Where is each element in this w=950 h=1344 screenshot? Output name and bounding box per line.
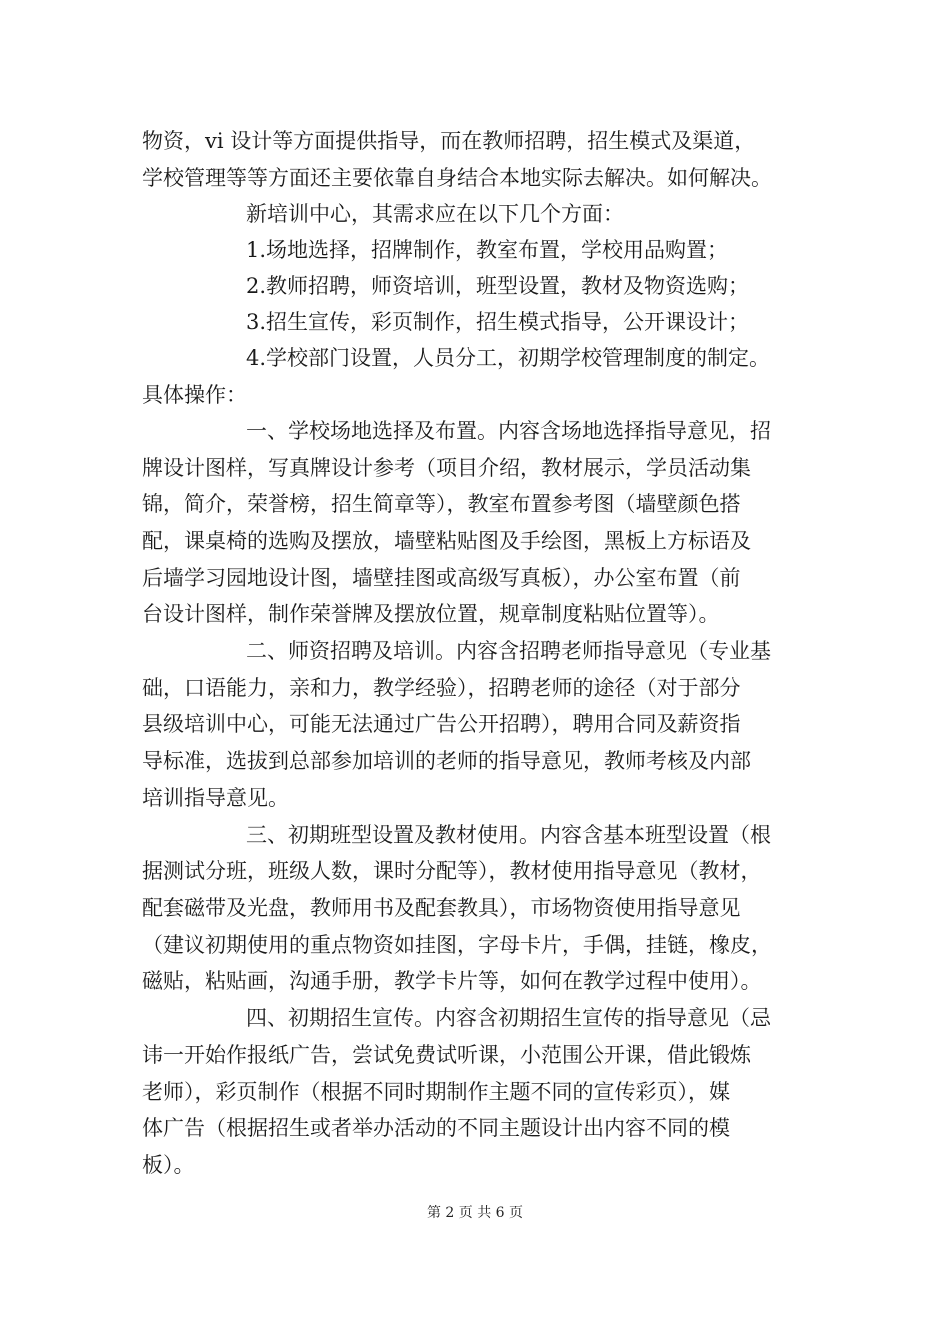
paragraph-line: 导标准，选拔到总部参加培训的老师的指导意见，教师考核及内部 xyxy=(142,749,751,773)
paragraph-line: 磁贴，粘贴画，沟通手册，教学卡片等，如何在教学过程中使用）。 xyxy=(142,969,762,993)
paragraph-line: 新培训中心，其需求应在以下几个方面： xyxy=(246,202,624,226)
list-item: 1.场地选择，招牌制作，教室布置，学校用品购置； xyxy=(246,238,729,262)
paragraph-line: 台设计图样，制作荣誉牌及摆放位置，规章制度粘贴位置等）。 xyxy=(142,602,720,626)
paragraph-line: 据测试分班，班级人数，课时分配等），教材使用指导意见（教材， xyxy=(142,859,762,883)
paragraph-line: 二、师资招聘及培训。内容含招聘老师指导意见（专业基 xyxy=(246,639,771,663)
paragraph-line: 配套磁带及光盘，教师用书及配套教具），市场物资使用指导意见 xyxy=(142,896,741,920)
paragraph-line: 培训指导意见。 xyxy=(142,786,289,810)
paragraph-line: 讳一开始作报纸广告，尝试免费试听课，小范围公开课，借此锻炼 xyxy=(142,1043,751,1067)
list-item: 3.招生宣传，彩页制作，招生模式指导，公开课设计； xyxy=(246,310,750,334)
paragraph-line: 锦，简介，荣誉榜，招生简章等），教室布置参考图（墙壁颜色搭 xyxy=(142,492,741,516)
paragraph-line: 一、学校场地选择及布置。内容含场地选择指导意见，招 xyxy=(246,419,771,443)
paragraph-line: 配，课桌椅的选购及摆放，墙壁粘贴图及手绘图，黑板上方标语及 xyxy=(142,529,751,553)
paragraph-line: 后墙学习园地设计图，墙壁挂图或高级写真板），办公室布置（前 xyxy=(142,566,741,590)
paragraph-line: 学校管理等等方面还主要依靠自身结合本地实际去解决。如何解决。 xyxy=(142,166,772,190)
paragraph-line: 体广告（根据招生或者举办活动的不同主题设计出内容不同的模 xyxy=(142,1116,730,1140)
section-heading: 具体操作： xyxy=(142,383,247,407)
page-number-label: 第 2 页 共 6 页 xyxy=(426,1205,524,1221)
list-item: 2.教师招聘，师资培训，班型设置，教材及物资选购； xyxy=(246,274,750,298)
paragraph-line: 四、初期招生宣传。内容含初期招生宣传的指导意见（忌 xyxy=(246,1006,771,1030)
paragraph-line: 老师），彩页制作（根据不同时期制作主题不同的宣传彩页），媒 xyxy=(142,1080,730,1104)
paragraph-line: 物资，vi 设计等方面提供指导，而在教师招聘，招生模式及渠道， xyxy=(142,129,756,153)
paragraph-line: 牌设计图样，写真牌设计参考（项目介绍，教材展示，学员活动集 xyxy=(142,456,751,480)
paragraph-line: 三、初期班型设置及教材使用。内容含基本班型设置（根 xyxy=(246,823,771,847)
paragraph-line: 础，口语能力，亲和力，教学经验），招聘老师的途径（对于部分 xyxy=(142,676,741,700)
list-item: 4.学校部门设置，人员分工，初期学校管理制度的制定。 xyxy=(246,346,771,370)
paragraph-line: （建议初期使用的重点物资如挂图，字母卡片，手偶，挂链，橡皮， xyxy=(142,933,772,957)
paragraph-line: 县级培训中心，可能无法通过广告公开招聘），聘用合同及薪资指 xyxy=(142,712,741,736)
paragraph-line: 板）。 xyxy=(142,1153,195,1177)
page-footer xyxy=(0,1204,950,1222)
